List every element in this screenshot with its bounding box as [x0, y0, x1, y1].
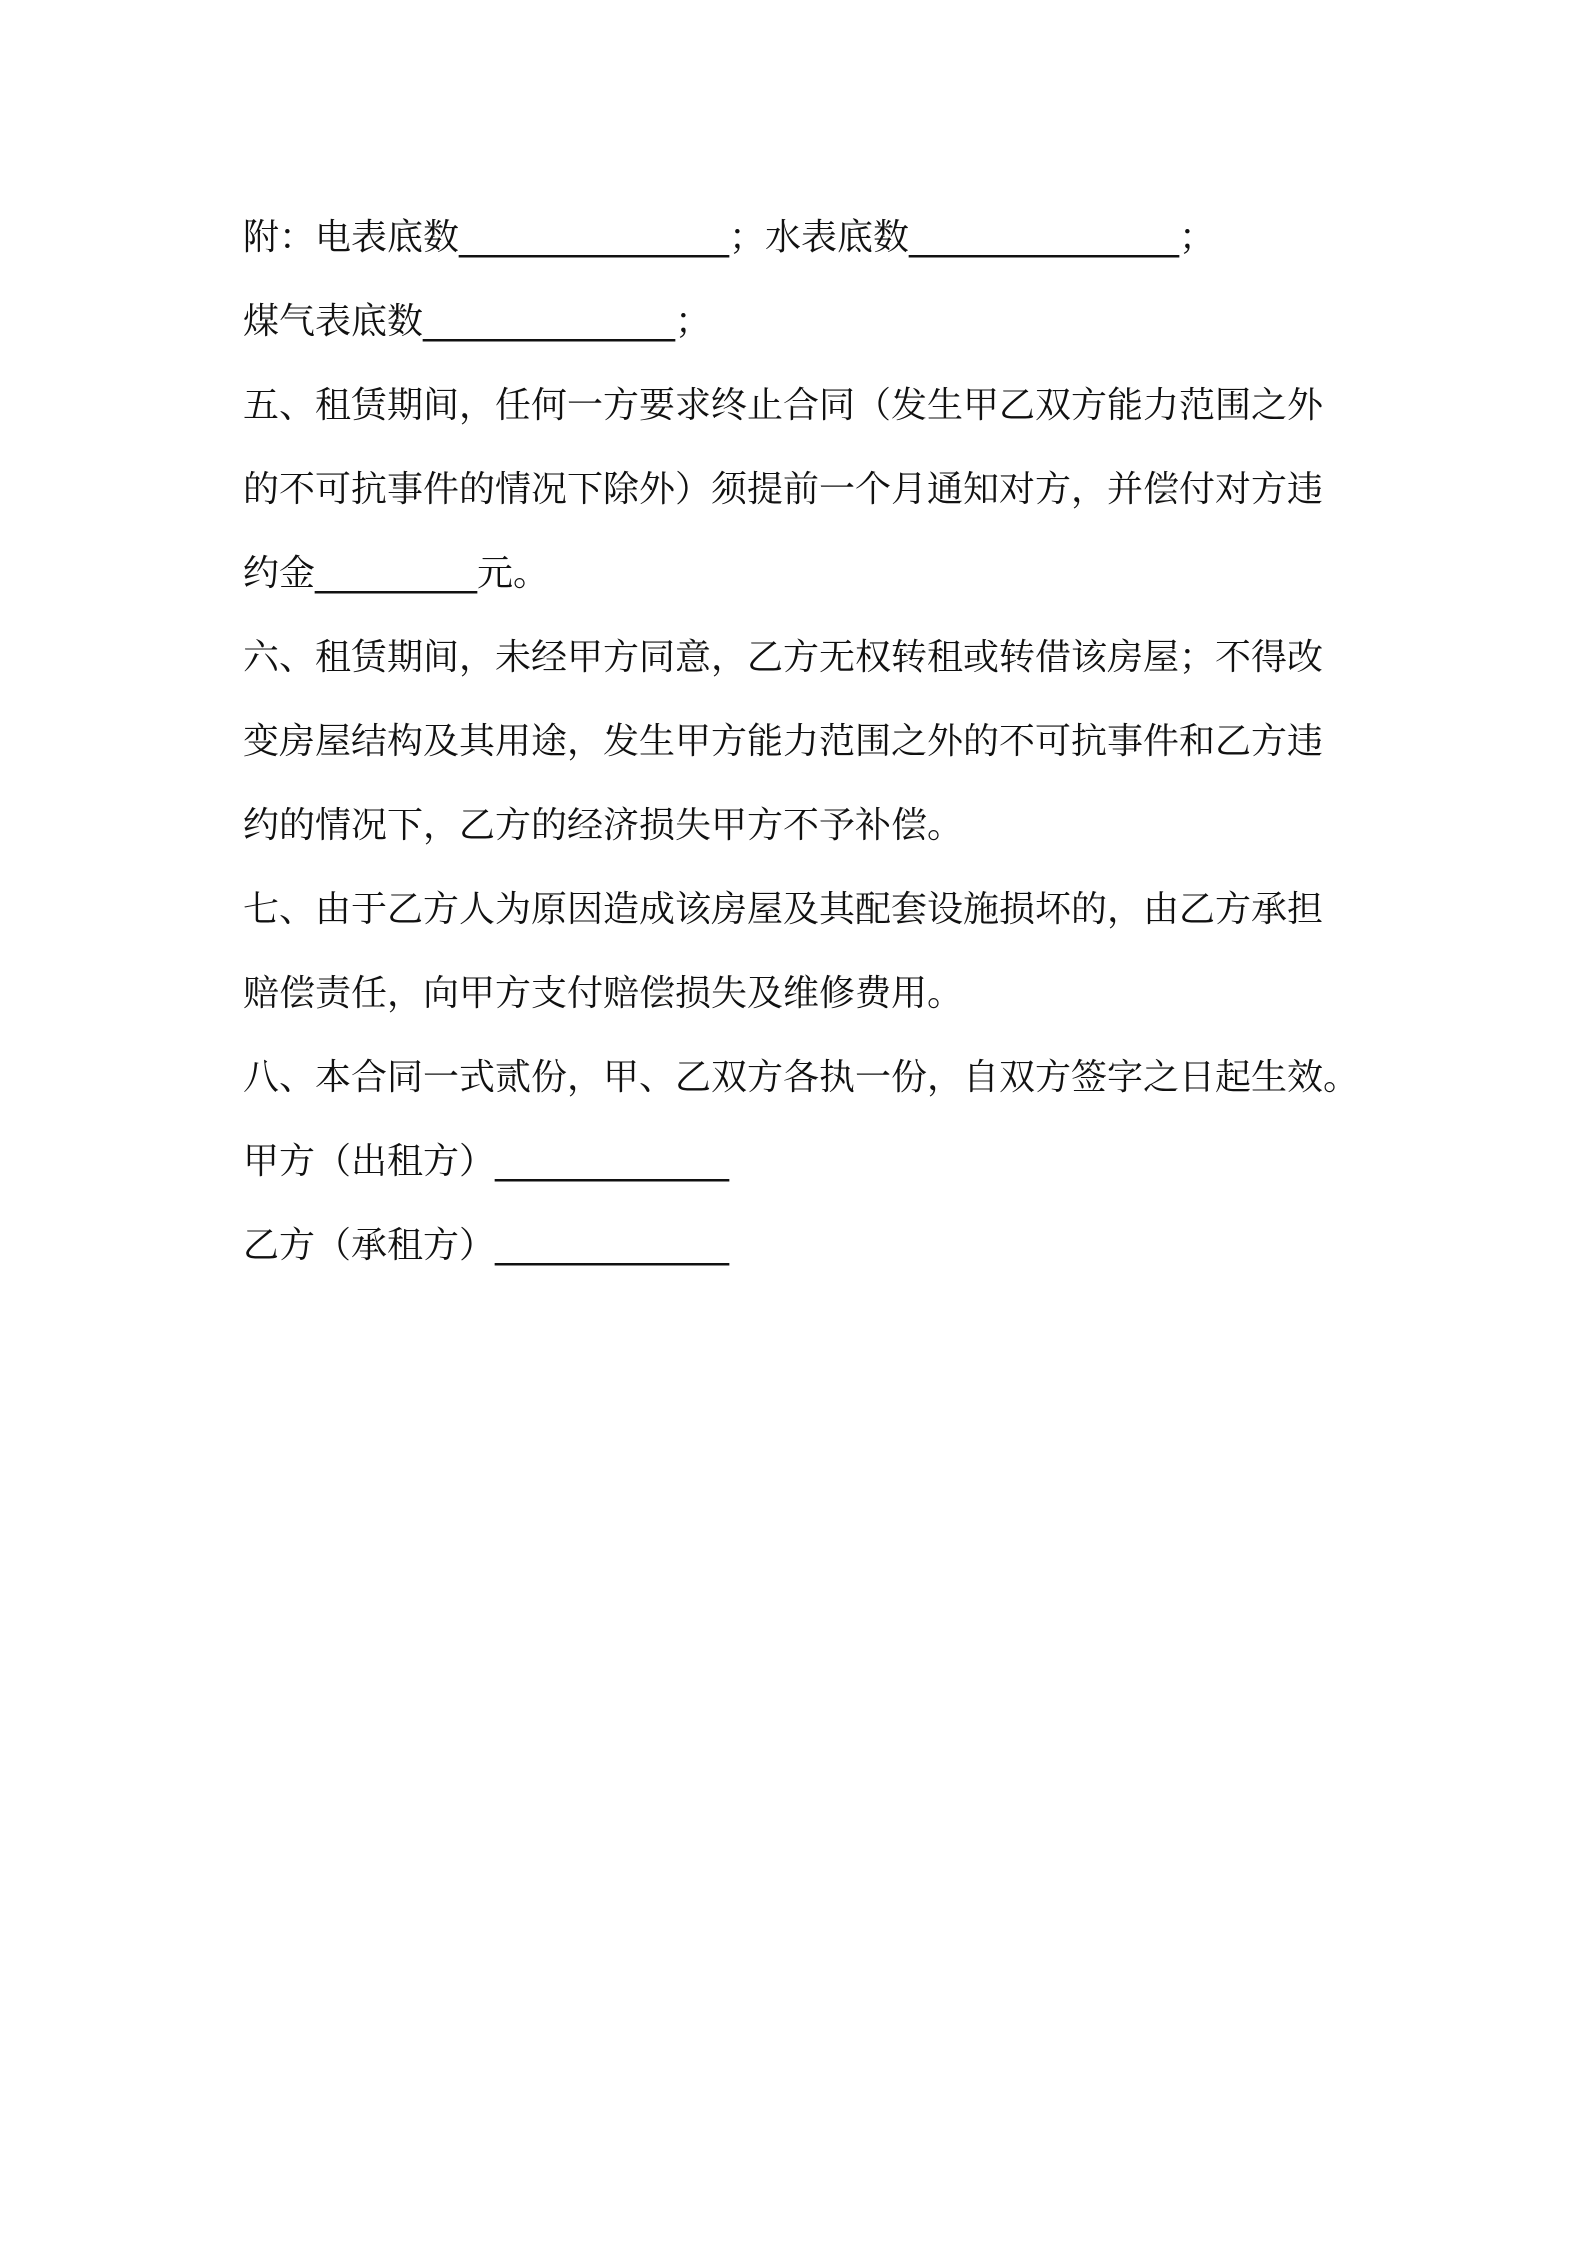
- gas-meter-line: 煤气表底数______________；: [243, 301, 712, 342]
- clause-6-line-2: 变房屋结构及其用途，发生甲方能力范围之外的不可抗事件和乙方违: [243, 721, 1324, 762]
- clause-6-line-1: 六、租赁期间，未经甲方同意，乙方无权转租或转借该房屋；不得改: [243, 637, 1324, 678]
- clause-7-line-2: 赔偿责任，向甲方支付赔偿损失及维修费用。: [243, 973, 964, 1014]
- meter-readings-line: 附：电表底数_______________；水表底数_______________；: [243, 217, 1216, 258]
- clause-8-line: 八、本合同一式贰份，甲、乙双方各执一份，自双方签字之日起生效。: [243, 1057, 1360, 1098]
- lessor-signature-line: 甲方（出租方）_____________: [243, 1141, 730, 1182]
- clause-6-line-3: 约的情况下，乙方的经济损失甲方不予补偿。: [243, 805, 964, 846]
- clause-5-line-3: 约金_________元。: [243, 553, 550, 594]
- clause-5-line-2: 的不可抗事件的情况下除外）须提前一个月通知对方，并偿付对方违: [243, 469, 1324, 510]
- lessee-signature-line: 乙方（承租方）_____________: [243, 1225, 730, 1266]
- clause-5-line-1: 五、租赁期间，任何一方要求终止合同（发生甲乙双方能力范围之外: [243, 385, 1324, 426]
- document-body: [243, 196, 1363, 1288]
- clause-7-line-1: 七、由于乙方人为原因造成该房屋及其配套设施损坏的，由乙方承担: [243, 889, 1324, 930]
